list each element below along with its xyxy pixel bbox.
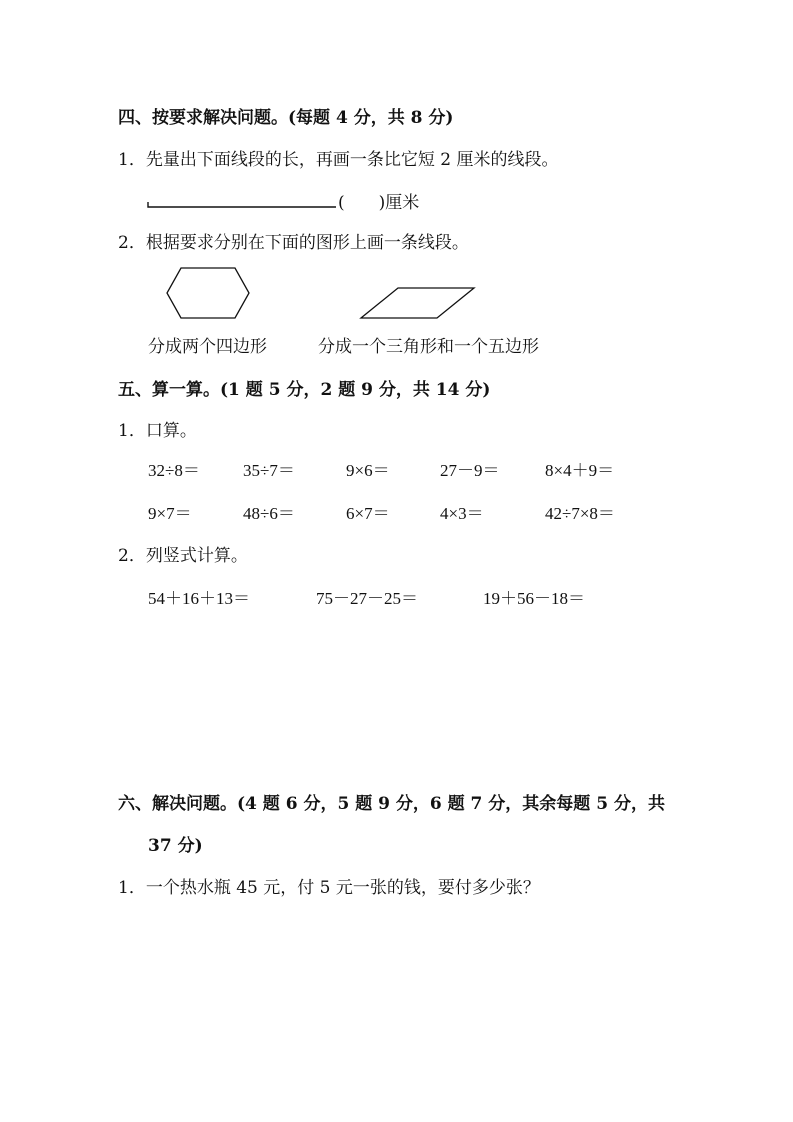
mental-math-item: 9×7＝ <box>148 504 192 523</box>
answer-blank-centimeters[interactable]: ( )厘米 <box>338 193 420 213</box>
section-4-question-2: 2．根据要求分别在下面的图形上画一条线段。 <box>118 233 469 253</box>
vertical-calc-item: 54＋16＋13＝ <box>148 589 250 608</box>
section-6-heading-line-2: 37 分) <box>148 836 203 856</box>
section-6-heading-line-1: 六、解决问题。(4 题 6 分，5 题 9 分，6 题 7 分，其余每题 5 分，共 <box>118 794 665 814</box>
section-5-question-1: 1．口算。 <box>118 421 197 441</box>
vertical-calc-item: 75－27－25＝ <box>316 589 418 608</box>
mental-math-item: 48÷6＝ <box>243 504 295 523</box>
section-4-question-1: 1．先量出下面线段的长，再画一条比它短 2 厘米的线段。 <box>118 150 559 170</box>
section-5-question-2: 2．列竖式计算。 <box>118 546 248 566</box>
section-5-heading: 五、算一算。(1 题 5 分，2 题 9 分，共 14 分) <box>118 380 491 400</box>
mental-math-item: 8×4＋9＝ <box>545 461 615 480</box>
parallelogram-shape[interactable] <box>355 282 480 324</box>
vertical-calc-item: 19＋56－18＝ <box>483 589 585 608</box>
parallelogram-label: 分成一个三角形和一个五边形 <box>318 337 539 357</box>
mental-math-item: 4×3＝ <box>440 504 484 523</box>
mental-math-item: 6×7＝ <box>346 504 390 523</box>
section-4-heading: 四、按要求解决问题。(每题 4 分，共 8 分) <box>118 108 454 128</box>
mental-math-item: 32÷8＝ <box>148 461 200 480</box>
mental-math-item: 27－9＝ <box>440 461 500 480</box>
mental-math-item: 35÷7＝ <box>243 461 295 480</box>
mental-math-item: 42÷7×8＝ <box>545 504 615 523</box>
line-segment-to-measure <box>146 196 340 210</box>
hexagon-label: 分成两个四边形 <box>148 337 267 357</box>
hexagon-shape[interactable] <box>160 262 260 326</box>
section-6-question-1: 1．一个热水瓶 45 元，付 5 元一张的钱，要付多少张？ <box>118 878 540 898</box>
mental-math-item: 9×6＝ <box>346 461 390 480</box>
